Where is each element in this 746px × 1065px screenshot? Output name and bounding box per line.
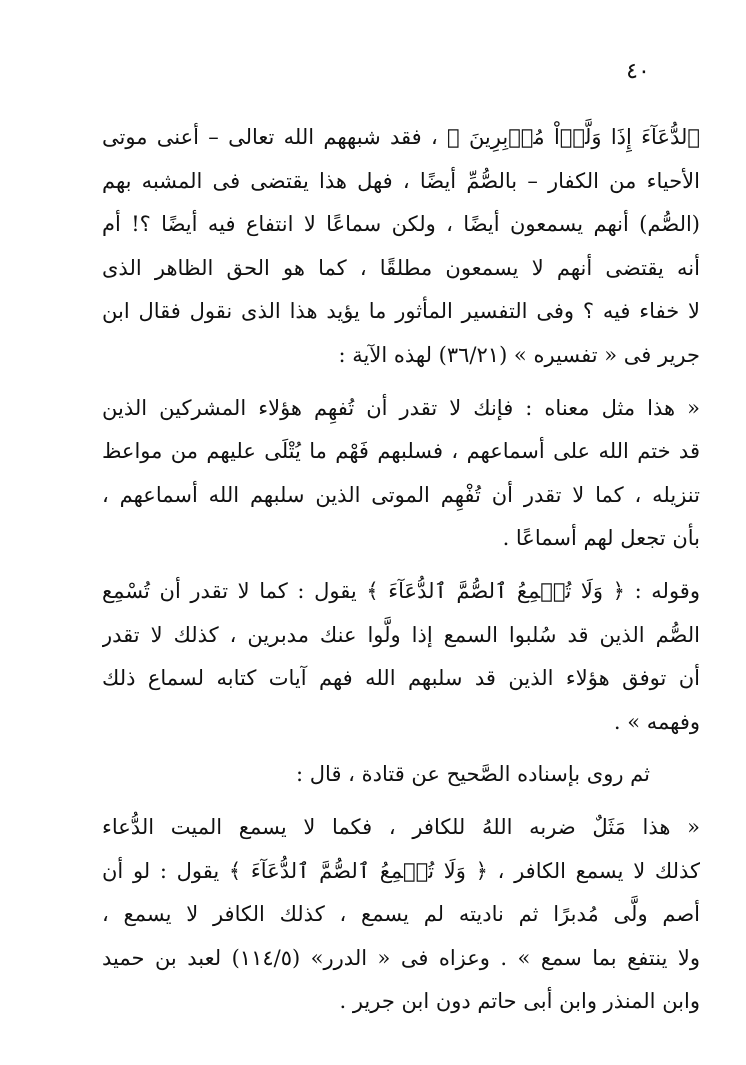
text-line: تنزيله ، كما لا تقدر أن تُفْهِم الموتى الذين سلبهم الله أسماعهم ، xyxy=(102,482,700,507)
text-line: لا خفاء فيه ؟ وفى التفسير المأثور ما يؤيد هذا الذى نقول فقال ابن xyxy=(102,299,700,324)
text-line: وفهمه » . xyxy=(613,709,700,734)
paragraph xyxy=(102,570,700,744)
paragraph xyxy=(102,806,700,1024)
paragraph xyxy=(102,116,700,378)
text-line: وقوله : ﴿ وَلَا تُسۡمِعُ ٱلصُّمَّ ٱلدُّعَآءَ ﴾ يقول : كما لا تقدر أن تُسْمِع xyxy=(102,578,700,603)
text-line: ثم روى بإسناده الصَّحيح عن قتادة ، قال : xyxy=(296,762,650,787)
text-line: أنه يقتضى أنهم لا يسمعون مطلقًا ، كما هو الحق الظاهر الذى xyxy=(102,255,700,280)
text-line: أصم ولَّى مُدبرًا ثم ناديته لم يسمع ، كذلك الكافر لا يسمع ، xyxy=(102,902,700,927)
text-line: (الصُّم) أنهم يسمعون أيضًا ، ولكن سماعًا لا انتفاع فيه أيضًا ؟! أم xyxy=(102,212,700,237)
text-line: بأن تجعل لهم أسماعًا . xyxy=(502,526,700,551)
text-line: كذلك لا يسمع الكافر ، ﴿ وَلَا تُسۡمِعُ ٱلصُّمَّ ٱلدُّعَآءَ ﴾ يقول : لو أن xyxy=(102,858,700,883)
text-line: أن توفق هؤلاء الذين قد سلبهم الله فهم آيات كتابه لسماع ذلك xyxy=(102,666,700,691)
text-line: « هذا مَثَلٌ ضربه اللهُ للكافر ، فكما لا يسمع الميت الدُّعاء xyxy=(102,814,700,839)
text-line: جرير فى « تفسيره » (٣٦/٢١) لهذه الآية : xyxy=(338,342,700,367)
text-line: « هذا مثل معناه : فإنك لا تقدر أن تُفهِم هؤلاء المشركين الذين xyxy=(102,395,700,420)
page-number: ٤٠ xyxy=(626,59,650,84)
paragraph xyxy=(102,387,700,561)
text-line: وابن المنذر وابن أبى حاتم دون ابن جرير . xyxy=(339,989,700,1014)
paragraph xyxy=(102,753,700,797)
text-line: ولا ينتفع بما سمع » . وعزاه فى « الدرر» (١١٤/٥) لعبد بن حميد xyxy=(102,945,700,970)
text-line: الصُّم الذين قد سُلبوا السمع إذا ولَّوا عنك مدبرين ، كذلك لا تقدر xyxy=(102,622,700,647)
text-line: الأحياء من الكفار – بالصُّمِّ أيضًا ، فهل هذا يقتضى فى المشبه بهم xyxy=(102,168,700,193)
body-text xyxy=(102,116,700,1024)
text-line: ٱلدُّعَآءَ إِذَا وَلَّوۡاْ مُدۡبِرِينَ ﴾ ، فقد شبههم الله تعالى – أعنى موتى xyxy=(102,125,700,149)
text-line: قد ختم الله على أسماعهم ، فسلبهم فَهْم ما يُتْلَى عليهم من مواعظ xyxy=(102,439,700,464)
